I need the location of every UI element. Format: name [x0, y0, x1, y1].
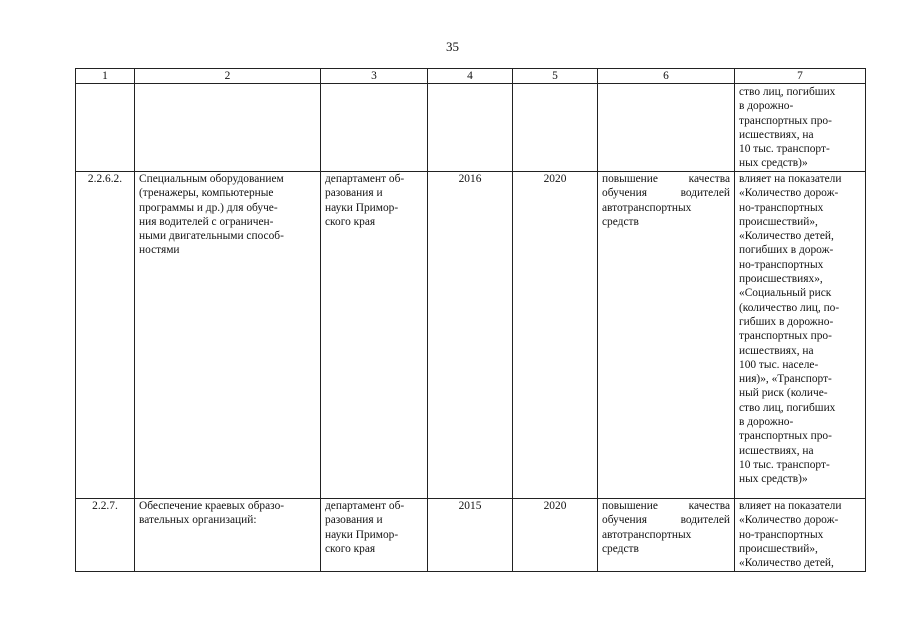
end-year-cell: 2020	[513, 172, 598, 499]
measure-name-cell	[135, 499, 321, 572]
text-line: влияет на показатели	[739, 500, 842, 512]
text-line: транспортных про-	[739, 430, 832, 443]
text-line: «Количество детей,	[739, 230, 834, 243]
text-line: разования и	[325, 187, 383, 200]
text-line: ный риск (количе-	[739, 387, 828, 400]
expected-result-cell	[598, 499, 735, 572]
text-line: автотранспортных	[602, 201, 692, 214]
text-line: «Количество дорож-	[739, 514, 839, 527]
text-line: но-транспортных	[739, 258, 824, 271]
column-number-cell: 2	[135, 69, 321, 84]
start-year-cell	[428, 84, 513, 172]
text-line: разования и	[325, 514, 383, 527]
text-line: повышение качества	[602, 173, 730, 185]
text-line: средств	[602, 542, 639, 555]
column-number-cell: 4	[428, 69, 513, 84]
expected-result-cell	[598, 84, 735, 172]
text-line: гибших в дорожно-	[739, 315, 834, 328]
table-row	[76, 499, 866, 572]
text-line: «Социальный риск	[739, 287, 832, 300]
text-line: происшествий»,	[739, 542, 818, 555]
start-year-cell: 2015	[428, 499, 513, 572]
text-line: в дорожно-	[739, 100, 794, 113]
indicator-impact-cell	[735, 499, 866, 572]
text-line: автотранспортных	[602, 528, 692, 541]
measure-name-cell	[135, 172, 321, 499]
text-line: влияет на показатели	[739, 173, 842, 185]
text-line: 10 тыс. транспорт-	[739, 458, 830, 471]
column-number-cell: 5	[513, 69, 598, 84]
text-line: ство лиц, погибших	[739, 401, 836, 414]
column-number-cell: 3	[321, 69, 428, 84]
text-line: но-транспортных	[739, 201, 824, 214]
end-year-cell: 2020	[513, 499, 598, 572]
text-line: обучения водителей	[602, 187, 730, 200]
text-line: исшествиях, на	[739, 444, 814, 457]
text-line: ство лиц, погибших	[739, 86, 836, 98]
executor-cell	[321, 84, 428, 172]
text-line: «Количество дорож-	[739, 187, 839, 200]
text-line: обучения водителей	[602, 514, 730, 527]
text-line: «Количество детей,	[739, 557, 834, 570]
text-line: вательных организаций:	[139, 514, 257, 527]
text-line: ных средств)»	[739, 157, 808, 170]
text-line: погибших в дорож-	[739, 244, 834, 257]
text-line: Обеспечение краевых образо-	[139, 500, 285, 512]
text-line: ского края	[325, 215, 376, 228]
executor-cell	[321, 499, 428, 572]
text-line: происшествий»,	[739, 215, 818, 228]
text-line: ных средств)»	[739, 473, 808, 486]
column-number-cell: 7	[735, 69, 866, 84]
executor-cell	[321, 172, 428, 499]
text-line: 10 тыс. транспорт-	[739, 143, 830, 156]
page-number: 35	[446, 39, 459, 54]
continuation-row	[76, 84, 866, 172]
text-line: транспортных про-	[739, 114, 832, 127]
text-line: департамент об-	[325, 173, 405, 185]
measure-name-cell	[135, 84, 321, 172]
text-line: 100 тыс. населе-	[739, 358, 819, 371]
text-line: исшествиях, на	[739, 128, 814, 141]
text-line: исшествиях, на	[739, 344, 814, 357]
text-line: ностями	[139, 244, 180, 257]
column-number-header-row	[76, 69, 866, 84]
text-line: (количество лиц, по-	[739, 301, 840, 314]
text-line: в дорожно-	[739, 416, 794, 429]
text-line: но-транспортных	[739, 528, 824, 541]
text-line: Специальным оборудованием	[139, 173, 284, 185]
text-line: происшествиях»,	[739, 273, 823, 286]
text-line: ния водителей с ограничен-	[139, 215, 274, 228]
text-line: департамент об-	[325, 500, 405, 512]
text-line: (тренажеры, компьютерные	[139, 187, 274, 200]
text-line: транспортных про-	[739, 330, 832, 343]
column-number-cell: 6	[598, 69, 735, 84]
text-line: науки Примор-	[325, 201, 399, 214]
text-line: программы и др.) для обуче-	[139, 201, 278, 214]
program-measures-table	[75, 68, 866, 572]
item-number-cell: 2.2.7.	[76, 499, 135, 572]
text-line: ского края	[325, 542, 376, 555]
text-line: средств	[602, 215, 639, 228]
expected-result-cell	[598, 172, 735, 499]
start-year-cell: 2016	[428, 172, 513, 499]
indicator-impact-cell	[735, 84, 866, 172]
item-number-cell: 2.2.6.2.	[76, 172, 135, 499]
item-number-cell	[76, 84, 135, 172]
text-line: ными двигательными способ-	[139, 230, 284, 243]
column-number-cell: 1	[76, 69, 135, 84]
indicator-impact-cell	[735, 172, 866, 499]
text-line: ния)», «Транспорт-	[739, 373, 832, 386]
text-line: науки Примор-	[325, 528, 399, 541]
text-line: повышение качества	[602, 500, 730, 512]
end-year-cell	[513, 84, 598, 172]
table-row	[76, 172, 866, 499]
